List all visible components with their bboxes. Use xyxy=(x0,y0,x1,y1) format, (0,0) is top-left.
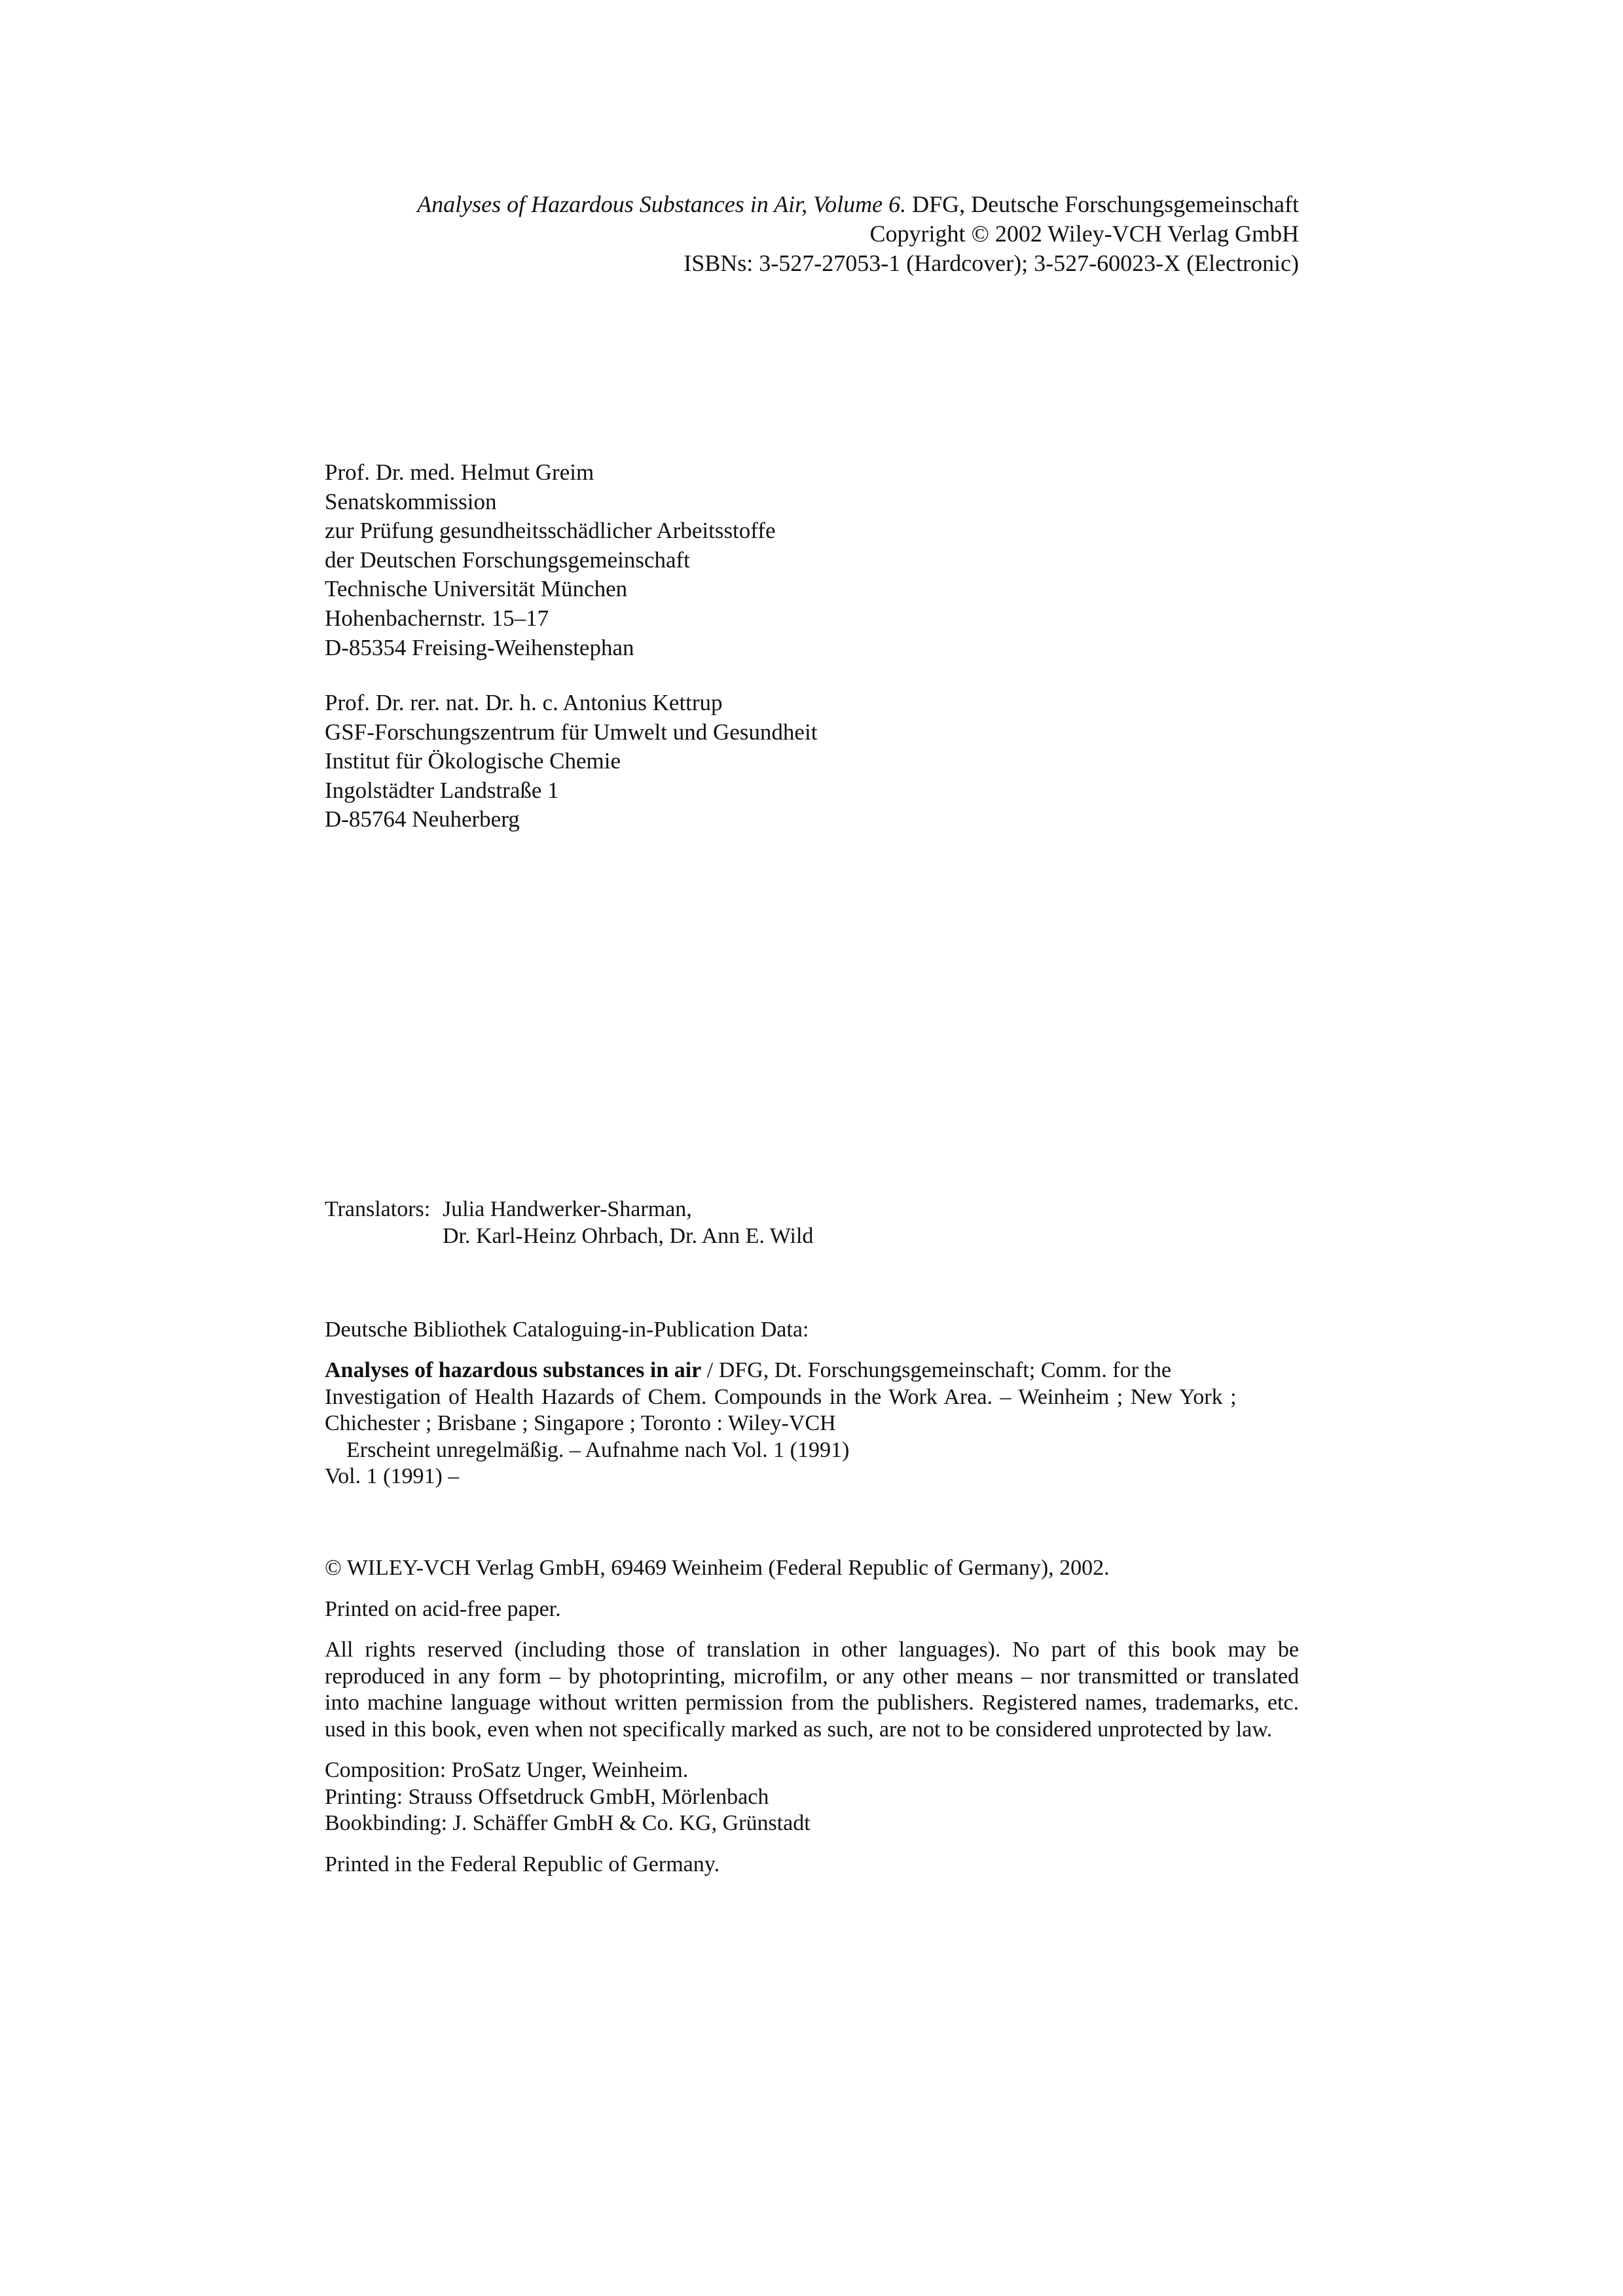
publisher-org: DFG, Deutsche Forschungsgemeinschaft xyxy=(912,191,1299,217)
cip-line5: Vol. 1 (1991) – xyxy=(325,1464,460,1488)
address-line: D-85764 Neuherberg xyxy=(325,806,520,833)
address-line: der Deutschen Forschungsgemeinschaft xyxy=(325,547,690,573)
cip-line2: Investigation of Health Hazards of Chem. Compounds in the Work Area. – Weinheim ; New York ; xyxy=(325,1384,1237,1409)
printed-in-note: Printed in the Federal Republic of Germany. xyxy=(325,1852,720,1876)
translators-block xyxy=(325,1196,1299,1249)
address-line: Prof. Dr. med. Helmut Greim xyxy=(325,459,594,485)
translator-names-1: Julia Handwerker-Sharman, xyxy=(443,1197,692,1221)
address-line: GSF-Forschungszentrum für Umwelt und Gesundheit xyxy=(325,719,818,745)
address-line: D-85354 Freising-Weihenstephan xyxy=(325,634,634,660)
translator-names-2: Dr. Karl-Heinz Ohrbach, Dr. Ann E. Wild xyxy=(443,1223,814,1248)
editor-address-1 xyxy=(325,458,1299,662)
cip-title: Analyses of hazardous substances in air xyxy=(325,1358,702,1382)
cip-line3: Chichester ; Brisbane ; Singapore ; Toronto : Wiley-VCH xyxy=(325,1411,836,1435)
header-title-line xyxy=(417,190,1299,219)
cip-line1-rest: / DFG, Dt. Forschungsgemeinschaft; Comm. for the xyxy=(701,1358,1171,1382)
address-line: Prof. Dr. rer. nat. Dr. h. c. Antonius Kettrup xyxy=(325,690,723,715)
address-line: Hohenbachernstr. 15–17 xyxy=(325,605,549,631)
address-line: zur Prüfung gesundheitsschädlicher Arbeitsstoffe xyxy=(325,518,776,544)
header-isbns: ISBNs: 3-527-27053-1 (Hardcover); 3-527-60023-X (Electronic) xyxy=(684,250,1299,276)
cip-record xyxy=(325,1357,1299,1490)
cip-heading-block xyxy=(325,1317,1299,1344)
book-title: Analyses of Hazardous Substances in Air, Volume 6. xyxy=(417,191,907,217)
rights-paragraph: All rights reserved (including those of translation in other languages). No part of this book may be reproduced in any form – by photoprinting, microfilm, or any other means – nor transmitted or translated into machine language without written permission from the publishers. Registered names, trademarks, etc. used in this book, even when not specifically marked as such, are not to be considered unprotected by law. xyxy=(325,1638,1299,1742)
address-line: Technische Universität München xyxy=(325,576,628,602)
header-copyright: Copyright © 2002 Wiley-VCH Verlag GmbH xyxy=(869,221,1299,247)
bibliographic-header xyxy=(417,190,1299,278)
address-line: Senatskommission xyxy=(325,488,497,514)
address-line: Institut für Ökologische Chemie xyxy=(325,748,621,774)
editor-address-2 xyxy=(325,689,1299,834)
cip-heading: Deutsche Bibliothek Cataloguing-in-Publication Data: xyxy=(325,1318,809,1342)
cip-line4: Erscheint unregelmäßig. – Aufnahme nach Vol. 1 (1991) xyxy=(346,1437,850,1462)
legal-block xyxy=(325,1555,1299,1892)
address-line: Ingolstädter Landstraße 1 xyxy=(325,777,559,803)
bookbinding-credit: Bookbinding: J. Schäffer GmbH & Co. KG, Grünstadt xyxy=(325,1811,811,1835)
composition-credit: Composition: ProSatz Unger, Weinheim. xyxy=(325,1758,689,1782)
legal-copyright: © WILEY-VCH Verlag GmbH, 69469 Weinheim (Federal Republic of Germany), 2002. xyxy=(325,1556,1110,1580)
printing-credit: Printing: Strauss Offsetdruck GmbH, Mörlenbach xyxy=(325,1784,769,1809)
translators-label: Translators: xyxy=(325,1197,431,1221)
acid-free-note: Printed on acid-free paper. xyxy=(325,1596,561,1621)
